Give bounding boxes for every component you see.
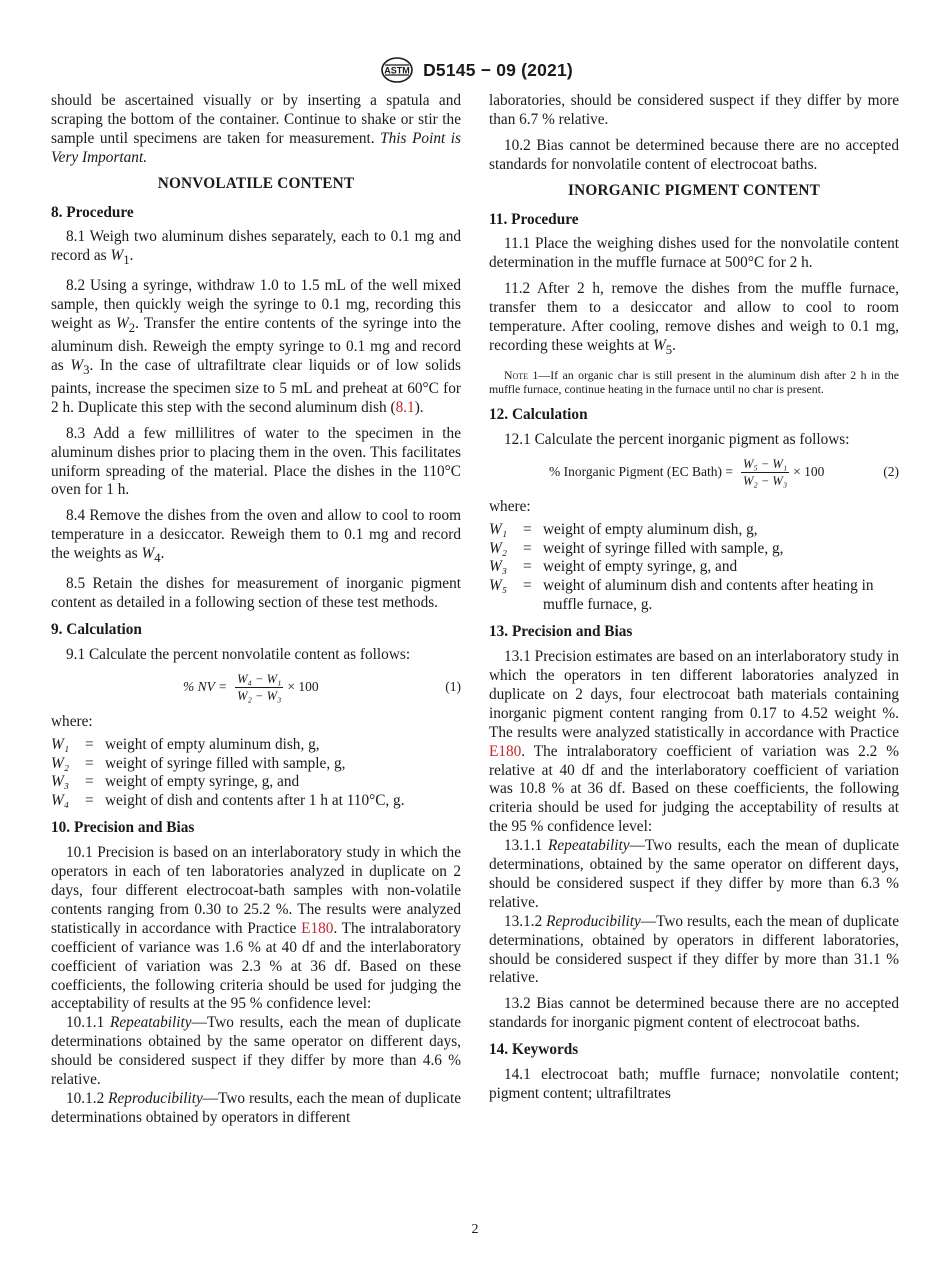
right-column — [489, 92, 899, 1111]
equation-2-multiplier: × 100 — [793, 463, 825, 479]
equation-2-numerator: W₅ − W₁ — [742, 456, 788, 471]
heading-8-procedure: 8. Procedure — [51, 203, 134, 221]
var-symbol: W₃ — [51, 773, 70, 791]
var-symbol: W₂ — [51, 754, 70, 772]
link-e180[interactable]: E180 — [301, 919, 334, 937]
equation-1-number: (1) — [445, 678, 461, 694]
equation-2 — [489, 457, 899, 488]
paragraph-10-1-2: 10.1.2 Reproducibility—Two results, each the mean of duplicate determinations obtained by operators in different — [51, 1089, 461, 1126]
paragraph-8-2: 8.2 Using a syringe, withdraw 1.0 to 1.5 mL of the well mixed sample, then quickly weigh the syringe to 0.1 mg, recording this weight as $W_2$. Transfer the entire contents of the syringe into the aluminum dish. Reweigh the empty syringe to 0.1 mg and record as $W_3$. In the case of ultrafiltrate clear liquids or of low solids paints, increase the specimen size to 5 mL and preheat at 60°C for 2 h. Duplicate this step with the second aluminum dish (8.1). — [51, 277, 461, 416]
variable-list: W₁ = weight of empty aluminum dish, g, W₂ = weight of syringe filled with sample, g, W₃ = weight of empty syringe, g, and W₅ = weight of aluminum dish and contents after heating in muffle furnace, g. — [489, 521, 899, 616]
paragraph-8-4: 8.4 Remove the dishes from the oven and allow to cool to room temperature in a desiccator. Reweigh them to 0.1 mg and record the weights as $W_4$. — [51, 507, 461, 566]
var-symbol: W₁ — [489, 520, 508, 538]
paragraph-14-1: 14.1 electrocoat bath; muffle furnace; nonvolatile content; pigment content; ultrafiltrates — [489, 1066, 899, 1103]
var-symbol: W₁ — [51, 735, 70, 753]
var-definition: weight of empty syringe, g, and — [105, 773, 300, 791]
var-definition: weight of dish and contents after 1 h at 110°C, g. — [105, 792, 405, 810]
heading-9-calculation: 9. Calculation — [51, 620, 142, 638]
link-e180[interactable]: E180 — [489, 742, 522, 760]
equation-1 — [51, 672, 461, 703]
continued-paragraph: laboratories, should be considered suspect if they differ by more than 6.7 % relative. — [489, 92, 899, 128]
equation-1-lhs: % NV = — [183, 678, 228, 694]
equation-1-multiplier: × 100 — [287, 678, 319, 694]
paragraph-9-1: 9.1 Calculate the percent nonvolatile content as follows: — [66, 645, 411, 663]
equation-2-fraction — [741, 457, 789, 488]
paragraph-10-1: 10.1 Precision is based on an interlaboratory study in which the operators in each of ten laboratories analyzed in duplicate on 2 days, four different electrocoat-bath samples with non-volatile contents ranging from 0.30 to 25.2 %. The results were analyzed statistically in accordance with Practice E180. The intralaboratory coefficient of variance was 1.6 % at 40 df and the interlaboratory coefficient of variation was 2.3 % at 36 df. Based on these coefficients, the following criteria should be used for judging the acceptability of results at the 95 % confidence level: — [51, 844, 461, 1013]
paragraph-13-2: 13.2 Bias cannot be determined because there are no accepted standards for inorganic pigment content of electrocoat baths. — [489, 995, 899, 1032]
paragraph-10-1-1: 10.1.1 Repeatability—Two results, each the mean of duplicate determinations obtained by the same operator on different days, should be considered suspect if they differ by more than 4.6 % relative. — [51, 1014, 461, 1089]
equation-2-denominator: W₂ − W₃ — [742, 473, 788, 488]
paragraph-8-5: 8.5 Retain the dishes for measurement of inorganic pigment content as detailed in a following section of these test methods. — [51, 575, 461, 612]
var-definition: weight of empty aluminum dish, g, — [105, 735, 320, 753]
var-definition: weight of aluminum dish and contents after heating in muffle furnace, g. — [543, 577, 874, 614]
heading-11-procedure: 11. Procedure — [489, 210, 579, 228]
page-number: 2 — [471, 1222, 479, 1237]
var-definition: weight of syringe filled with sample, g, — [543, 539, 784, 557]
heading-12-calculation: 12. Calculation — [489, 405, 588, 423]
section-title-inorganic: INORGANIC PIGMENT CONTENT — [567, 181, 821, 199]
paragraph-13-1-1: 13.1.1 Repeatability—Two results, each the mean of duplicate determinations, obtained by the same operator on different days, should be considered suspect if they differ by more than 6.3 % relative. — [489, 837, 899, 911]
document-designation: D5145 − 09 (2021) — [423, 59, 573, 80]
paragraph-8-1: 8.1 Weigh two aluminum dishes separately, each to 0.1 mg and record as $W_1$. — [51, 228, 461, 268]
equation-2-number: (2) — [883, 463, 899, 479]
equation-2-lhs: % Inorganic Pigment (EC Bath) = — [549, 463, 733, 479]
heading-14-keywords: 14. Keywords — [489, 1041, 579, 1059]
intro-emphasis: This Point is Very Important. — [51, 129, 461, 166]
equation-1-numerator: W₄ − W₁ — [237, 671, 282, 686]
note-label: Note 1 — [504, 367, 539, 382]
link-section-8-1[interactable]: 8.1 — [395, 398, 415, 416]
var-symbol: W₂ — [489, 539, 508, 557]
variable-list: W₁ = weight of empty aluminum dish, g, W₂ = weight of syringe filled with sample, g, W₃ = weight of empty syringe, g, and W₄ = weight of dish and contents after 1 h at 110°C, g. — [51, 736, 461, 812]
var-symbol: W₃ — [489, 558, 508, 576]
paragraph-10-2: 10.2 Bias cannot be determined because there are no accepted standards for nonvolatile content of electrocoat baths. — [489, 136, 899, 173]
left-column — [51, 92, 461, 1128]
note-1: Note 1—If an organic char is still present in the aluminum dish after 2 h in the muffle furnace, continue heating in the furnace until no char is present. — [489, 367, 899, 396]
paragraph-12-1: 12.1 Calculate the percent inorganic pigment as follows: — [504, 430, 850, 448]
var-symbol: W₄ — [51, 792, 70, 810]
where-label: where: — [489, 497, 531, 515]
page-header — [0, 56, 950, 84]
continued-paragraph — [51, 92, 461, 168]
paragraph-13-1-2: 13.1.2 Reproducibility—Two results, each the mean of duplicate determinations, obtained by operators in different laboratories, should be considered suspect if they differ by more than 31.1 % relative. — [489, 912, 899, 987]
var-definition: weight of syringe filled with sample, g, — [105, 754, 346, 772]
heading-10-precision: 10. Precision and Bias — [51, 819, 195, 837]
var-definition: weight of empty aluminum dish, g, — [543, 520, 758, 538]
astm-logo-icon — [377, 56, 417, 84]
equation-1-fraction — [235, 672, 283, 703]
paragraph-8-3: 8.3 Add a few millilitres of water to the specimen in the aluminum dishes prior to placing them in the oven. This facilitates uniform spreading of the material. Place the dishes in the 110°C oven for 1 h. — [51, 424, 461, 499]
section-title-nonvolatile: NONVOLATILE CONTENT — [157, 174, 355, 192]
where-label: where: — [51, 712, 93, 730]
heading-13-precision: 13. Precision and Bias — [489, 623, 633, 641]
var-definition: weight of empty syringe, g, and — [543, 558, 738, 576]
paragraph-11-2: 11.2 After 2 h, remove the dishes from the muffle furnace, transfer them to a desiccator and allow to cool to room temperature. After cooling, remove dishes and weigh to 0.1 mg, recording these weights at $W_5$. — [489, 280, 899, 358]
svg-text:ASTM: ASTM — [384, 65, 410, 76]
var-symbol: W₅ — [489, 577, 508, 595]
equation-1-denominator: W₂ − W₃ — [237, 688, 282, 703]
paragraph-11-1: 11.1 Place the weighing dishes used for the nonvolatile content determination in the muffle furnace at 500°C for 2 h. — [489, 235, 899, 272]
paragraph-13-1: 13.1 Precision estimates are based on an interlaboratory study in which the operators in ten different laboratories analyzed in duplicate on 2 days, four electrocoat bath materials containing inorganic pigment content ranging from 0.17 to 4.52 weight %. The results were analyzed statistically in accordance with Practice E180. The intralaboratory coefficient of variation was 2.2 % relative at 40 df and the interlaboratory coefficient of variation was 10.8 % at 36 df. Based on these coefficients, the following criteria should be used for judging the acceptability of results at the 95 % confidence level: — [489, 648, 899, 836]
intro-text: should be ascertained visually or by inserting a spatula and scraping the bottom of the container. Continue to shake or stir the sample until specimens are taken for measurement. — [51, 92, 461, 147]
